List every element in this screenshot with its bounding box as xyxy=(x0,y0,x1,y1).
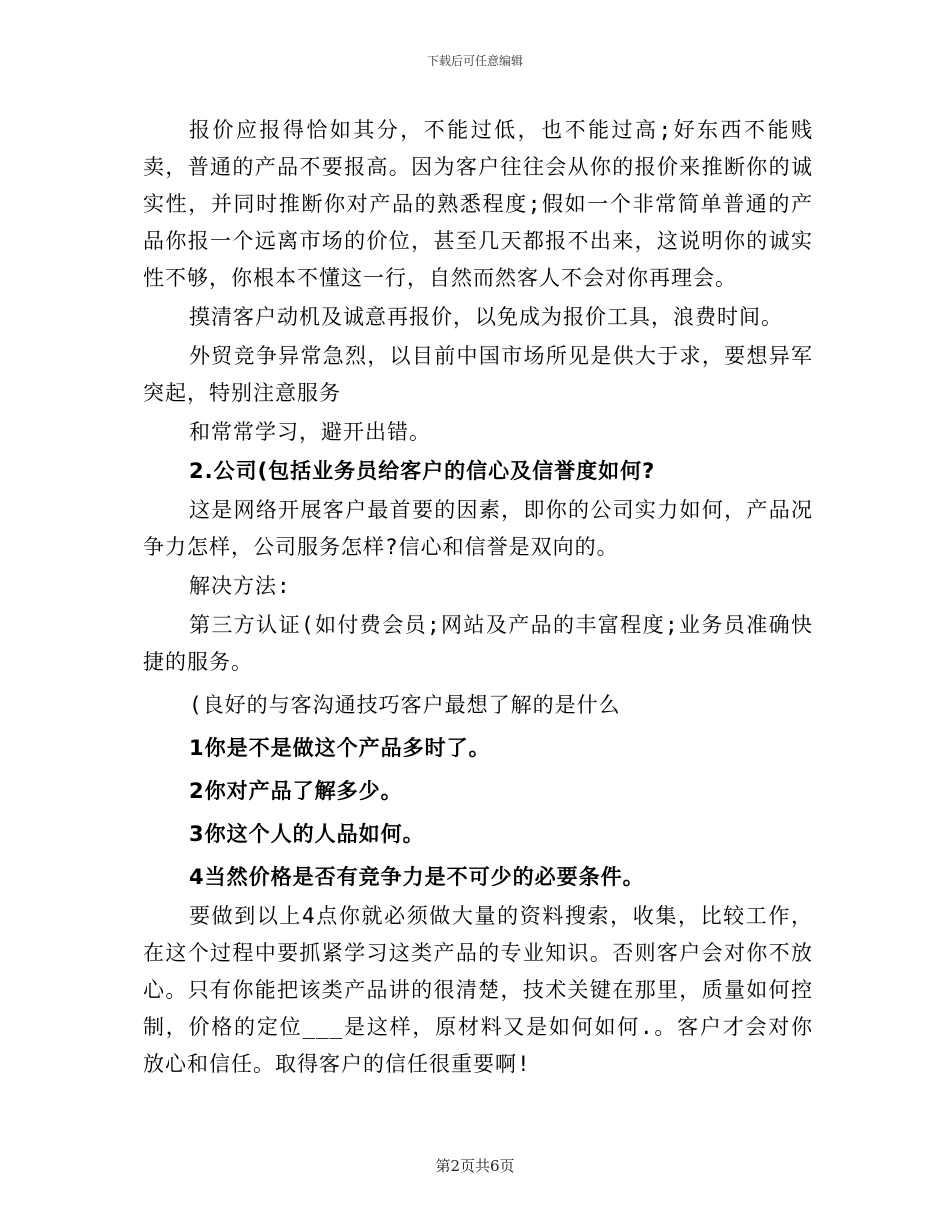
paragraph-client-motive: 摸清客户动机及诚意再报价，以免成为报价工具，浪费时间。 xyxy=(189,305,783,329)
paragraph-learning: 和常常学习，避开出错。 xyxy=(189,420,431,444)
paragraph-third-party: 第三方认证(如付费会员;网站及产品的丰富程度;业务员准确快捷的服务。 xyxy=(143,613,813,674)
page-header: 下载后可任意编辑 xyxy=(426,54,523,68)
paragraph-competition: 外贸竞争异常急烈，以目前中国市场所见是供大于求，要想异军突起，特别注意服务 xyxy=(143,344,813,405)
list-item-3: 3你这个人的人品如何。 xyxy=(189,822,425,846)
page-footer: 第2页共6页 xyxy=(435,1157,515,1175)
paragraph-solution-label: 解决方法: xyxy=(189,574,291,598)
paragraph-conclusion: 要做到以上4点你就必须做大量的资料搜索，收集，比较工作，在这个过程中要抓紧学习这类产品的专业知识。否则客户会对你不放心。只有你能把该类产品讲的很清楚，技术关键在那里，质量如何控制，价格的定位___是这样，原材料又是如何如何.。客户才会对你放心和信任。取得客户的信任很重要啊! xyxy=(143,904,813,1076)
section-heading-company: 2.公司(包括业务员给客户的信心及信誉度如何? xyxy=(189,459,656,483)
document-body xyxy=(143,112,813,1083)
paragraph-company-strength: 这是网络开展客户最首要的因素，即你的公司实力如何，产品况争力怎样，公司服务怎样?信心和信誉是双向的。 xyxy=(143,498,813,559)
paragraph-communication: (良好的与客沟通技巧客户最想了解的是什么 xyxy=(189,693,621,717)
list-item-4: 4当然价格是否有竞争力是不可少的必要条件。 xyxy=(189,865,645,889)
paragraph-quotation-advice: 报价应报得恰如其分，不能过低，也不能过高;好东西不能贱卖，普通的产品不要报高。因为客户往往会从你的报价来推断你的诚实性，并同时推断你对产品的熟悉程度;假如一个非常简单普通的产品你报一个远离市场的价位，甚至几天都报不出来，这说明你的诚实性不够，你根本不懂这一行，自然而然客人不会对你再理会。 xyxy=(143,118,813,290)
list-item-1: 1你是不是做这个产品多时了。 xyxy=(189,736,491,760)
list-item-2: 2你对产品了解多少。 xyxy=(189,779,403,803)
